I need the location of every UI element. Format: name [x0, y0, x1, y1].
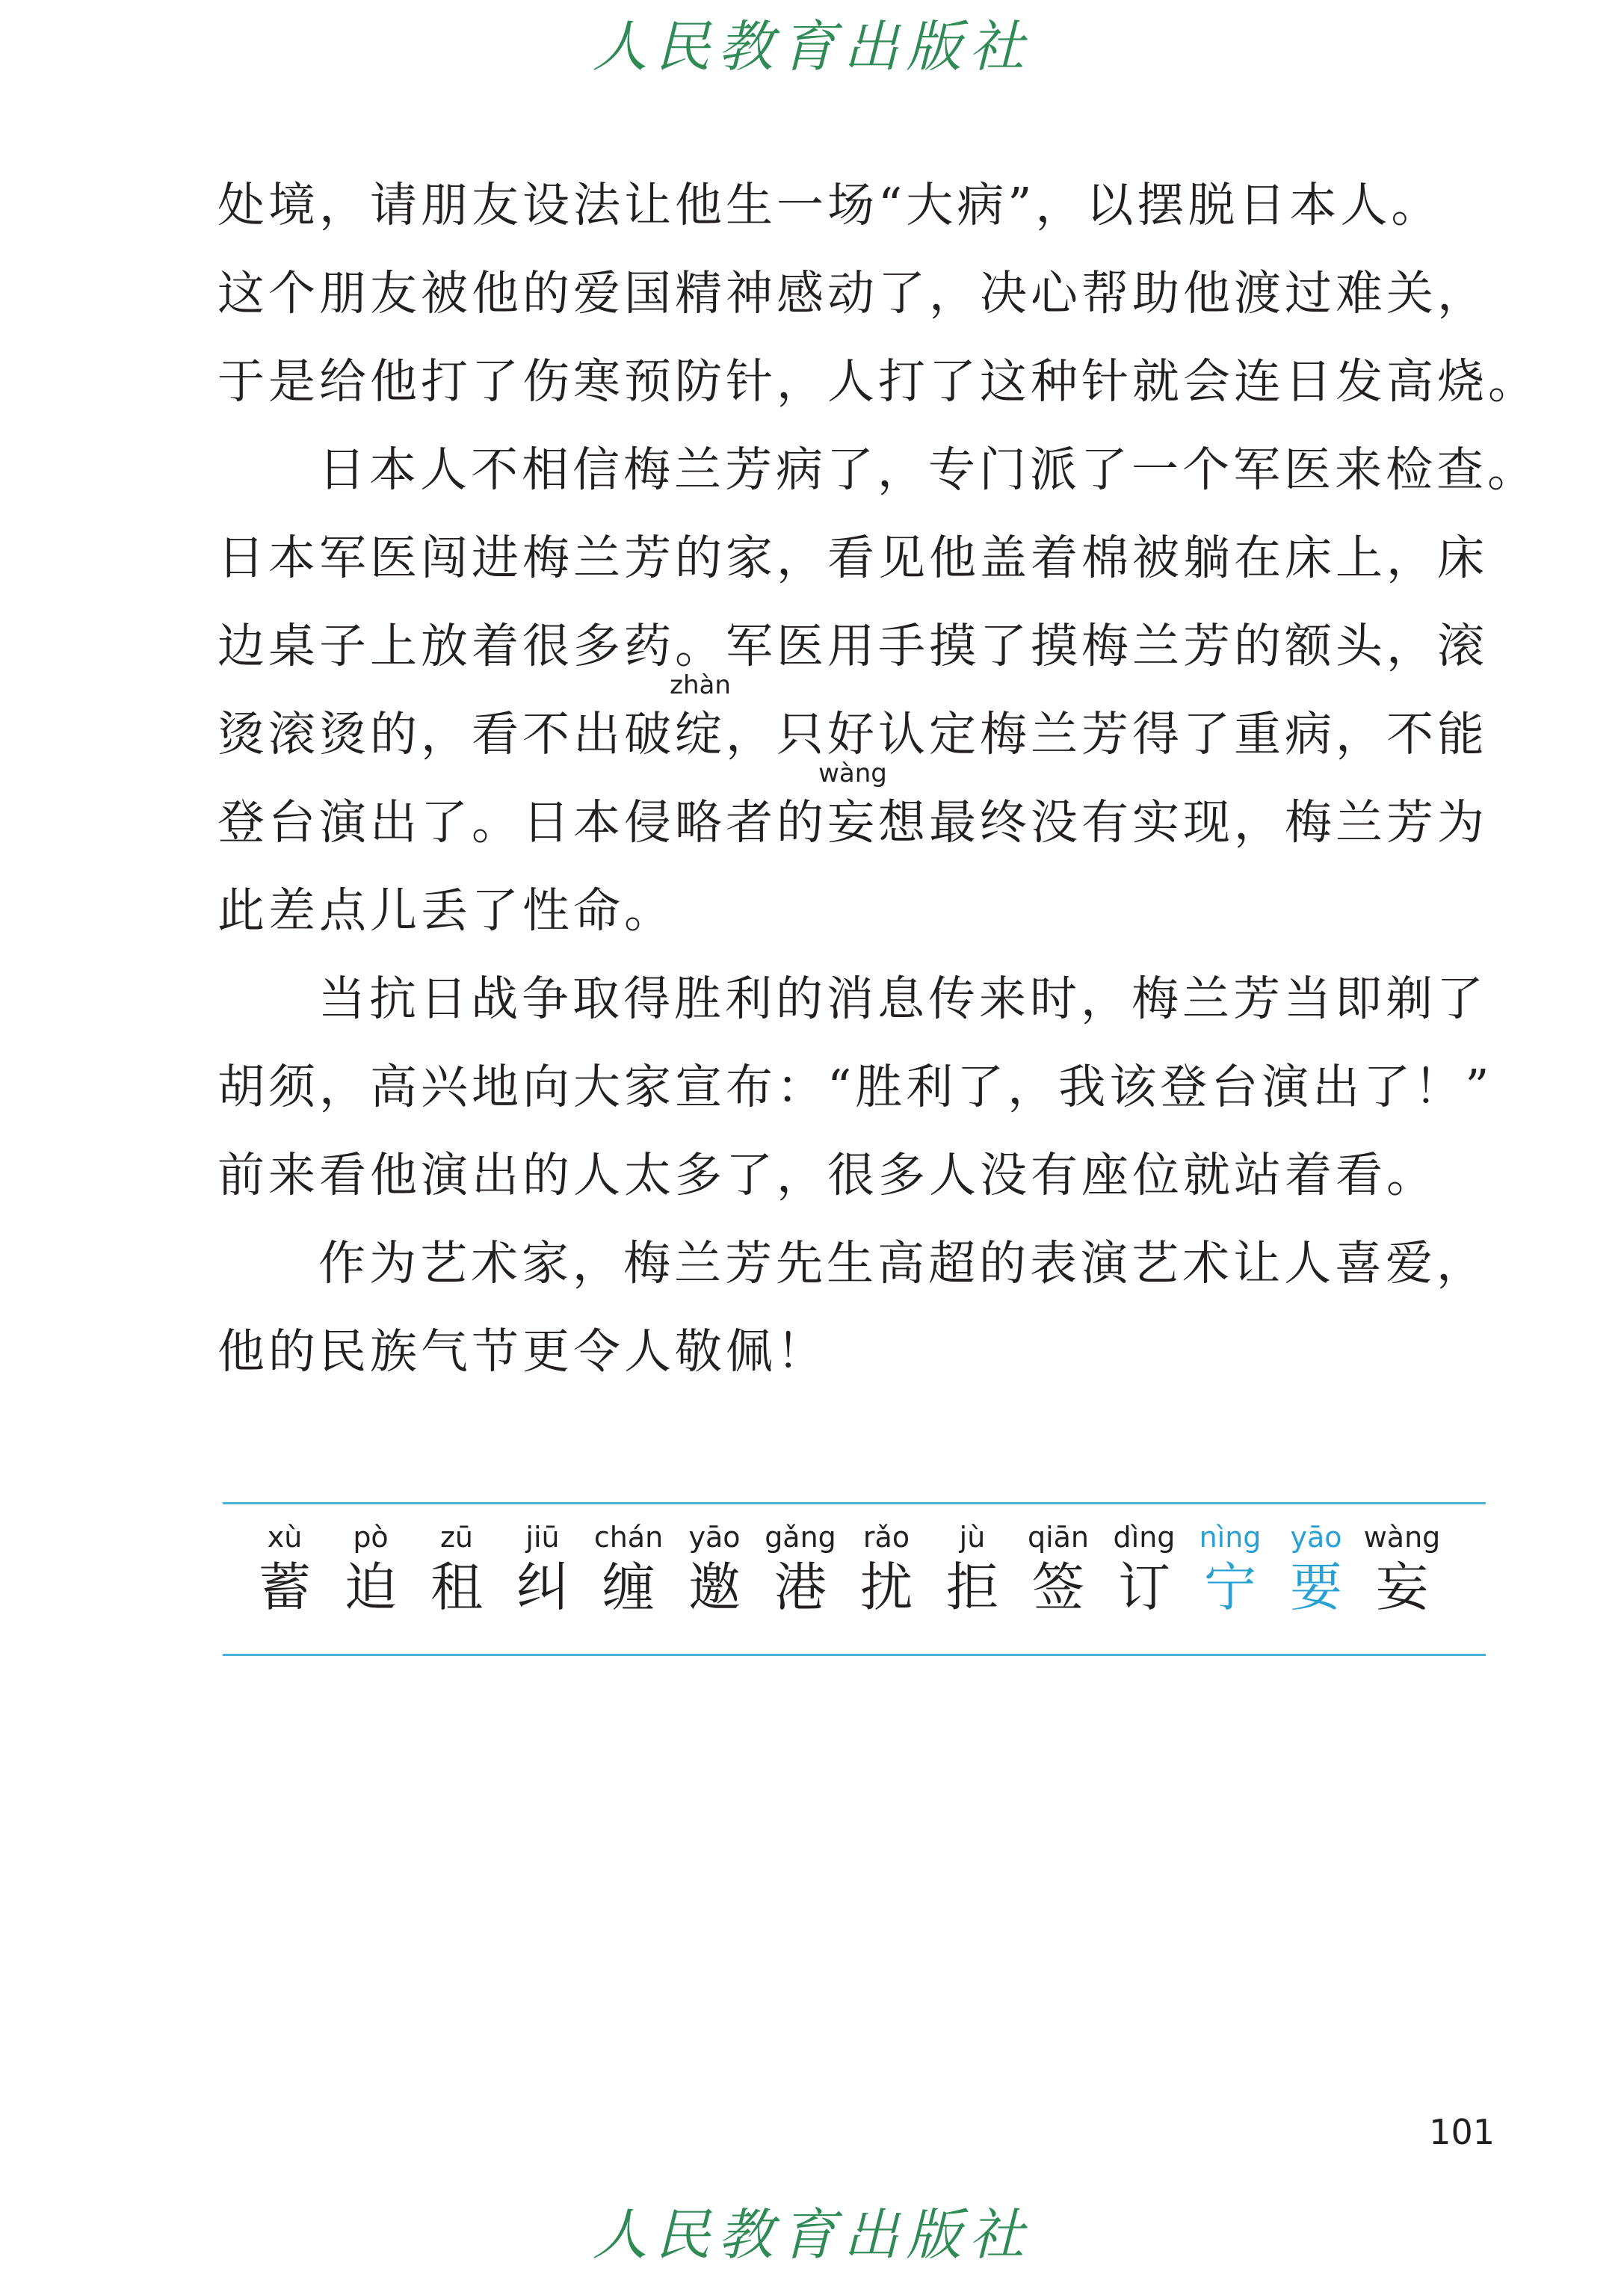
pinyin-annotation: wàng: [818, 759, 887, 788]
vocab-character: 扰: [860, 1557, 913, 1618]
vocab-item: [1361, 1521, 1443, 1621]
text-line: 这个朋友被他的爱国精神感动了，决心帮助他渡过难关，: [217, 266, 1488, 321]
vocab-character: 纠: [516, 1557, 569, 1618]
vocab-item: [244, 1521, 326, 1621]
publisher-watermark-top: 人民教育出版社: [592, 15, 1032, 79]
vocab-character: 迫: [345, 1557, 397, 1618]
annotated-char: 妄: [827, 795, 878, 850]
text-line: 他的民族气节更令人敬佩！: [217, 1324, 827, 1379]
vocab-pinyin: pò: [353, 1521, 389, 1554]
text-line: [217, 759, 1503, 867]
vocab-character: 订: [1118, 1557, 1170, 1618]
text-line: 此差点儿丢了性命。: [217, 883, 675, 938]
vocab-pinyin: chán: [593, 1521, 664, 1554]
story-text: [217, 161, 1539, 1396]
vocab-pinyin: qiān: [1027, 1521, 1090, 1554]
vocab-item: [416, 1521, 498, 1621]
vocab-item: [845, 1521, 927, 1621]
text-line: 边桌子上放着很多药。军医用手摸了摸梅兰芳的额头，滚: [217, 619, 1488, 673]
vocab-item: [1189, 1521, 1271, 1621]
vocabulary-box: [223, 1502, 1486, 1656]
vocab-pinyin: zū: [439, 1521, 474, 1554]
text-line: 于是给他打了伤寒预防针，人打了这种针就会连日发高烧。: [217, 354, 1539, 409]
text-line: 胡须，高兴地向大家宣布：“胜利了，我该登台演出了！”: [217, 1060, 1493, 1114]
vocab-character: 妄: [1376, 1557, 1428, 1618]
page-number: 101: [1429, 2112, 1495, 2152]
vocabulary-row: [223, 1504, 1486, 1654]
vocab-item: [759, 1521, 842, 1621]
vocab-pinyin: yāo: [1290, 1521, 1342, 1554]
vocab-character: 邀: [688, 1557, 741, 1618]
vocab-character: 要: [1290, 1557, 1342, 1618]
vocab-character: 宁: [1204, 1557, 1256, 1618]
vocab-item: [1275, 1521, 1357, 1621]
vocab-item: [587, 1521, 670, 1621]
vocab-character: 签: [1032, 1557, 1084, 1618]
vocab-character: 拒: [946, 1557, 998, 1618]
vocab-pinyin: xù: [267, 1521, 303, 1554]
text-line: 作为艺术家，梅兰芳先生高超的表演艺术让人喜爱，: [318, 1236, 1487, 1291]
text-segment: 烫滚烫的，看不出破: [217, 707, 675, 762]
vocab-pinyin: gǎng: [765, 1521, 836, 1554]
vocab-item: [330, 1521, 412, 1621]
vocab-character: 缠: [602, 1557, 655, 1618]
text-segment: ，只好认定梅兰芳得了重病，不能: [726, 707, 1488, 762]
vocab-pinyin: jù: [959, 1521, 986, 1554]
vocab-pinyin: nìng: [1199, 1521, 1262, 1554]
text-segment: 登台演出了。日本侵略者的: [217, 795, 827, 850]
vocab-pinyin: wàng: [1363, 1521, 1441, 1554]
vocab-item: [931, 1521, 1013, 1621]
vocab-pinyin: yāo: [688, 1521, 741, 1554]
text-line: 前来看他演出的人太多了，很多人没有座位就站着看。: [217, 1148, 1437, 1202]
text-line: 当抗日战争取得胜利的消息传来时，梅兰芳当即剃了: [318, 972, 1487, 1026]
annotated-char-wang: [818, 759, 887, 867]
vocab-item: [673, 1521, 756, 1621]
pinyin-annotation: zhàn: [670, 670, 731, 700]
vocab-item: [1103, 1521, 1185, 1621]
vocab-pinyin: jiū: [525, 1521, 560, 1554]
text-segment: 想最终没有实现，梅兰芳为: [878, 795, 1488, 850]
vocab-pinyin: dìng: [1113, 1521, 1176, 1554]
vocab-character: 蓄: [259, 1557, 311, 1618]
vocab-item: [1017, 1521, 1099, 1621]
annotated-char: 绽: [675, 707, 726, 762]
vocab-character: 港: [774, 1557, 827, 1618]
text-line: 处境，请朋友设法让他生一场“大病”，以摆脱日本人。: [217, 178, 1442, 232]
text-line: 日本人不相信梅兰芳病了，专门派了一个军医来检查。: [318, 442, 1538, 497]
vocab-item: [501, 1521, 584, 1621]
vocab-character: 租: [430, 1557, 483, 1618]
text-line: 日本军医闯进梅兰芳的家，看见他盖着棉被躺在床上，床: [217, 531, 1488, 585]
publisher-watermark-bottom: 人民教育出版社: [592, 2203, 1032, 2267]
vocab-pinyin: rǎo: [862, 1521, 910, 1554]
annotated-char-zhan: [670, 670, 731, 779]
